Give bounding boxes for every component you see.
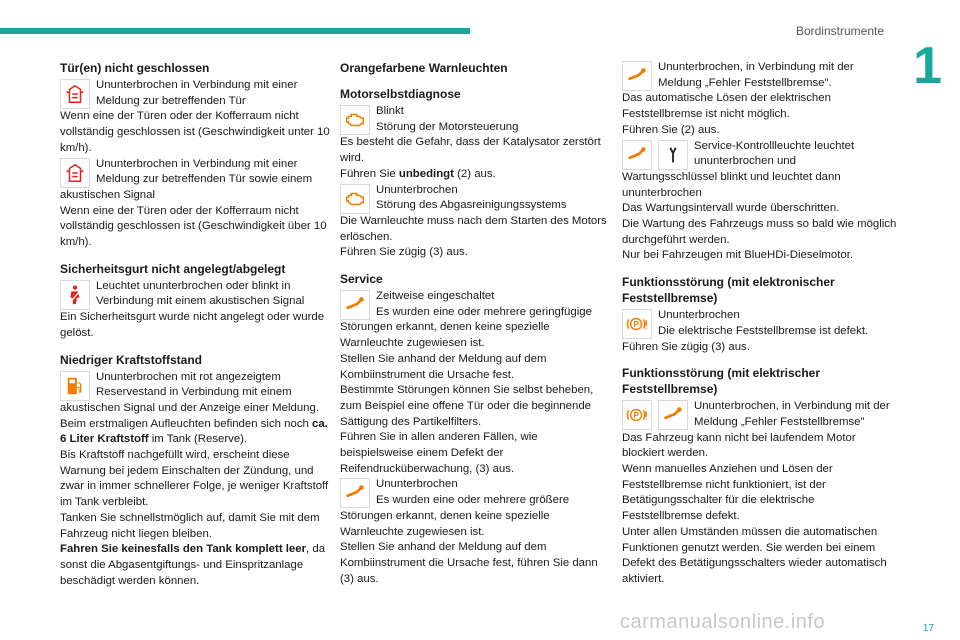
epb2-body: Das Fahrzeug kann nicht bei laufendem Motor blockiert werden. Wenn manuelles Anziehen und Lösen der Feststellbremse nicht funktioniert, ist der Betätigungsschalter für die elektrische Feststellbremse defekt. Unter allen Umständen müssen die automatischen Funktionen genutzt werden. Sie werden bei einem Defekt des Betätigungsschalters wieder automatisch aktiviert.: [622, 431, 887, 585]
engine-b-title: Ununterbrochen Störung des Abgasreinigungssystems: [376, 183, 567, 212]
seatbelt-icon: [60, 280, 90, 310]
service-a-title: Zeitweise eingeschaltet Es wurden eine oder mehrere geringfügige: [376, 290, 592, 318]
column-2: [340, 60, 610, 587]
engine-b-block: [340, 183, 610, 214]
fuel-pump-icon: [60, 371, 90, 401]
epb2-block: [622, 399, 898, 430]
chapter-number: 1: [913, 37, 942, 95]
doors-b-block: [60, 157, 334, 188]
wrench-icon: [658, 400, 688, 430]
belt-heading: Sicherheitsgurt nicht angelegt/abgelegt: [60, 261, 286, 276]
service-a-body: Störungen erkannt, denen keine spezielle Warnleuchte zugewiesen ist. Stellen Sie anhand der Meldung auf dem Kombiinstrument die Ursache fest. Bestimmte Störungen können Sie selbst beheben, zum Beispiel eine offene Tür oder die beginnende Sättigung des Partikelfilters. Führen Sie in allen anderen Fällen, wie beispielsweise einem Defekt der Reifendrucküberwachung, (3) aus.: [340, 321, 594, 475]
engine-heading: Motorselbstdiagnose: [340, 87, 461, 101]
fuel-body-2-bold: ca. 6 Liter Kraftstoff: [60, 417, 328, 446]
wrench-body: Das automatische Lösen der elektrischen Feststellbremse ist nicht möglich. Führen Sie (2) aus.: [622, 92, 831, 136]
header-accent-bar: [0, 28, 470, 34]
fuel-body-5-bold: Fahren Sie keinesfalls den Tank komplett leer: [60, 543, 307, 556]
fuel-body-5-post: , da sonst die Abgasentgiftungs- und Einspritzanlage beschädigt werden können.: [60, 543, 326, 587]
orange-heading: Orangefarbene Warnleuchten: [340, 61, 508, 75]
engine-icon: [340, 105, 370, 135]
engine-b-body: Die Warnleuchte muss nach dem Starten des Motors erlöschen. Führen Sie zügig (3) aus.: [340, 214, 607, 259]
column-1: [60, 60, 334, 589]
fuel-body-1: akustischen Signal und der Anzeige einer Meldung.: [60, 401, 319, 414]
engine-a-body-2-post: (2) aus.: [453, 167, 496, 180]
svg-text:P: P: [633, 411, 640, 421]
wrench-icon: [340, 478, 370, 508]
engine-a-body-2-bold: unbedingt: [398, 167, 454, 180]
column-3: [622, 60, 898, 588]
engine-a-body-2-pre: Führen Sie: [340, 167, 399, 180]
service-b-block: [340, 477, 610, 508]
parking-brake-warning-icon: [622, 400, 652, 430]
epb1-body: Führen Sie zügig (3) aus.: [622, 340, 750, 353]
belt-title: Leuchtet ununterbrochen oder blinkt in Verbindung mit einem akustischen Signal: [96, 279, 305, 308]
fuel-title: Ununterbrochen mit rot angezeigtem Reservestand in Verbindung mit einem: [96, 370, 292, 399]
doors-b-title: Ununterbrochen in Verbindung mit einer Meldung zur betreffenden Tür sowie einem: [96, 157, 313, 186]
engine-a-body-2: [340, 167, 610, 183]
doors-b-body: akustischen Signal Wenn eine der Türen oder der Kofferraum nicht vollständig geschlossen ist (Geschwindigkeit über 10 km/h).: [60, 188, 327, 249]
parking-brake-warning-icon: [622, 309, 652, 339]
doors-a-title: Ununterbrochen in Verbindung mit einer Meldung zur betreffenden Tür: [96, 79, 298, 107]
doors-heading: Tür(en) nicht geschlossen: [60, 61, 210, 75]
door-open-icon: [60, 158, 90, 188]
epb1-block: [622, 308, 898, 339]
fuel-body-3: Bis Kraftstoff nachgefüllt wird, erscheint diese Warnung bei jedem Einschalten der Zündung, und zwar in immer schnellerer Folge, je weniger Kraftstoff im Tank verbleibt.: [60, 449, 329, 509]
wrench-title: Ununterbrochen, in Verbindung mit der Meldung „Fehler Feststellbremse".: [658, 61, 854, 89]
fuel-body-4: Tanken Sie schnellstmöglich auf, damit Sie mit dem Fahrzeug nicht liegen bleiben.: [60, 511, 320, 540]
epb2-heading: Funktionsstörung (mit elektrischer Feststellbremse): [622, 366, 821, 397]
engine-a-block: [340, 104, 610, 135]
epb2-title: Ununterbrochen, in Verbindung mit der Meldung „Fehler Feststellbremse": [694, 400, 890, 428]
fuel-heading: Niedriger Kraftstoffstand: [60, 352, 203, 367]
service-a-block: [340, 289, 610, 320]
belt-block: [60, 279, 334, 310]
fuel-block: [60, 370, 334, 401]
service-b-title: Ununterbrochen Es wurden eine oder mehrere größere: [376, 478, 570, 507]
epb1-heading: Funktionsstörung (mit elektronischer Feststellbremse): [622, 275, 835, 306]
svg-text:P: P: [633, 320, 640, 330]
doors-a-body: Wenn eine der Türen oder der Kofferraum nicht vollständig geschlossen ist (Geschwindigkeit unter 10 km/h).: [60, 110, 330, 154]
engine-icon: [340, 184, 370, 214]
wrench-icon: [622, 140, 652, 170]
wrench-icon: [340, 290, 370, 320]
fuel-body-2-pre: Beim erstmaligen Aufleuchten befinden sich noch: [60, 417, 313, 430]
service2-body: Wartungsschlüssel blinkt und leuchtet dann ununterbrochen Das Wartungsintervall wurde überschritten. Die Wartung des Fahrzeugs muss so bald wie möglich durchgeführt werden. Nur bei Fahrzeugen mit BlueHDi-Dieselmotor.: [622, 170, 897, 262]
epb1-title: Ununterbrochen Die elektrische Feststellbremse ist defekt.: [658, 309, 869, 337]
door-open-icon: [60, 79, 90, 109]
doors-a-block: [60, 78, 334, 109]
service2-block: [622, 139, 898, 170]
watermark: carmanualsonline.info: [620, 611, 826, 633]
service-heading: Service: [340, 272, 383, 287]
running-title: Bordinstrumente: [795, 24, 884, 38]
engine-a-title: Blinkt Störung der Motorsteuerung: [376, 105, 519, 133]
wrench-icon: [622, 61, 652, 91]
fuel-body-2: [60, 417, 334, 448]
fuel-body-2-post: im Tank (Reserve).: [148, 433, 248, 446]
maintenance-spanner-icon: [658, 140, 688, 170]
engine-a-body-1: Es besteht die Gefahr, dass der Katalysator zerstört wird.: [340, 136, 601, 165]
fuel-body-5: [60, 542, 334, 589]
belt-body: Ein Sicherheitsgurt wurde nicht angelegt oder wurde gelöst.: [60, 311, 325, 339]
page-number: 17: [922, 623, 934, 634]
wrench-block: [622, 60, 898, 91]
service2-title: Service-Kontrollleuchte leuchtet ununterbrochen und: [694, 139, 855, 168]
service-b-body: Störungen erkannt, denen keine spezielle Warnleuchte zugewiesen ist. Stellen Sie anhand der Meldung auf dem Kombiinstrument die Ursache fest, führen Sie dann (3) aus.: [340, 509, 598, 585]
